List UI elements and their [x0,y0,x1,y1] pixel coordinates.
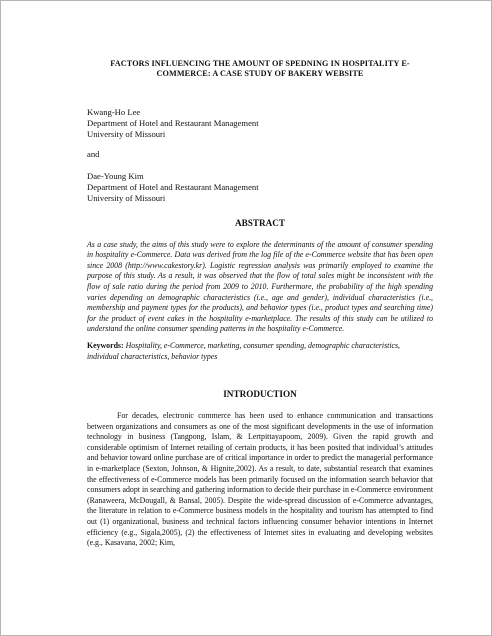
author-1 [87,107,433,139]
abstract-text: As a case study, the aims of this study were to explore the determinants of the amount of consumer spending in hospitality e-Commerce. Data was derived from the log file of the e-Commerce website that has been open since 2008 (http://www.cakestory.kr). Logistic regression analysis was primarily employed to examine the purpose of this study. As a result, it was observed that the flow of total sales might be inconsistent with the flow of sale ratio during the period from 2009 to 2010. Furthermore, the probability of the high spending varies depending on demographic characteristics (i.e., age and gender), individual characteristics (i.e., membership and payment types for the products), and behavior types (i.e., product types and searching time) for the product of event cakes in the hospitality e-marketplace. The results of this study can be utilized to understand the online consumer spending patterns in the hospitality e-Commerce. [87,239,433,334]
abstract-heading: ABSTRACT [234,217,286,228]
author-separator: and [87,149,100,160]
introduction-heading: INTRODUCTION [223,389,297,400]
paper-title: FACTORS INFLUENCING THE AMOUNT OF SPEDNING IN HOSPITALITY E-COMMERCE: A CASE STUDY OF BAKERY WEBSITE [110,59,410,78]
introduction-text: For decades, electronic commerce has been used to enhance communication and transactions between organizations and consumers as one of the most significant developments in the use of information technology in business (Tangpong, Islam, & Lertpittayapoom, 2009). Given the rapid growth and considerable optimism of Internet retailing of certain products, it has been posited that individual’s attitudes and behavior toward online purchase are of critical importance in order to predict the managerial performance in e-marketplace (Sexton, Johnson, & Hignite,2002). As a result, to date, substantial research that examines the effectiveness of e-Commerce models has been primarily focused on the information search behavior that consumers adopt in searching and gathering information to decide their purchase in e-Commerce environment (Ranaweera, McDougall, & Bansal, 2005). Despite the wide-spread discussion of e-Commerce advantages, the literature in relation to e-Commerce business models in the hospitality and tourism has attempted to find out (1) organizational, business and technical factors influencing consumer behavior intentions in Internet efficiency (e.g., Sigala,2005), (2) the effectiveness of Internet sites in evaluating and developing websites (e.g., Kasavana, 2002; Kim, [87,411,433,548]
keywords-label: Keywords: [87,340,124,350]
author-2 [87,171,433,203]
author-department: Department of Hotel and Restaurant Management [87,117,259,128]
author-department: Department of Hotel and Restaurant Management [87,181,259,192]
author-name: Kwang-Ho Lee [87,107,141,117]
author-university: University of Missouri [87,192,166,203]
author-name: Dae-Young Kim [87,171,144,182]
keywords [87,341,433,362]
author-university: University of Missouri [87,128,166,139]
keywords-text: Hospitality, e-Commerce, marketing, consumer spending, demographic characteristics, individual characteristics, behavior types [87,340,400,361]
